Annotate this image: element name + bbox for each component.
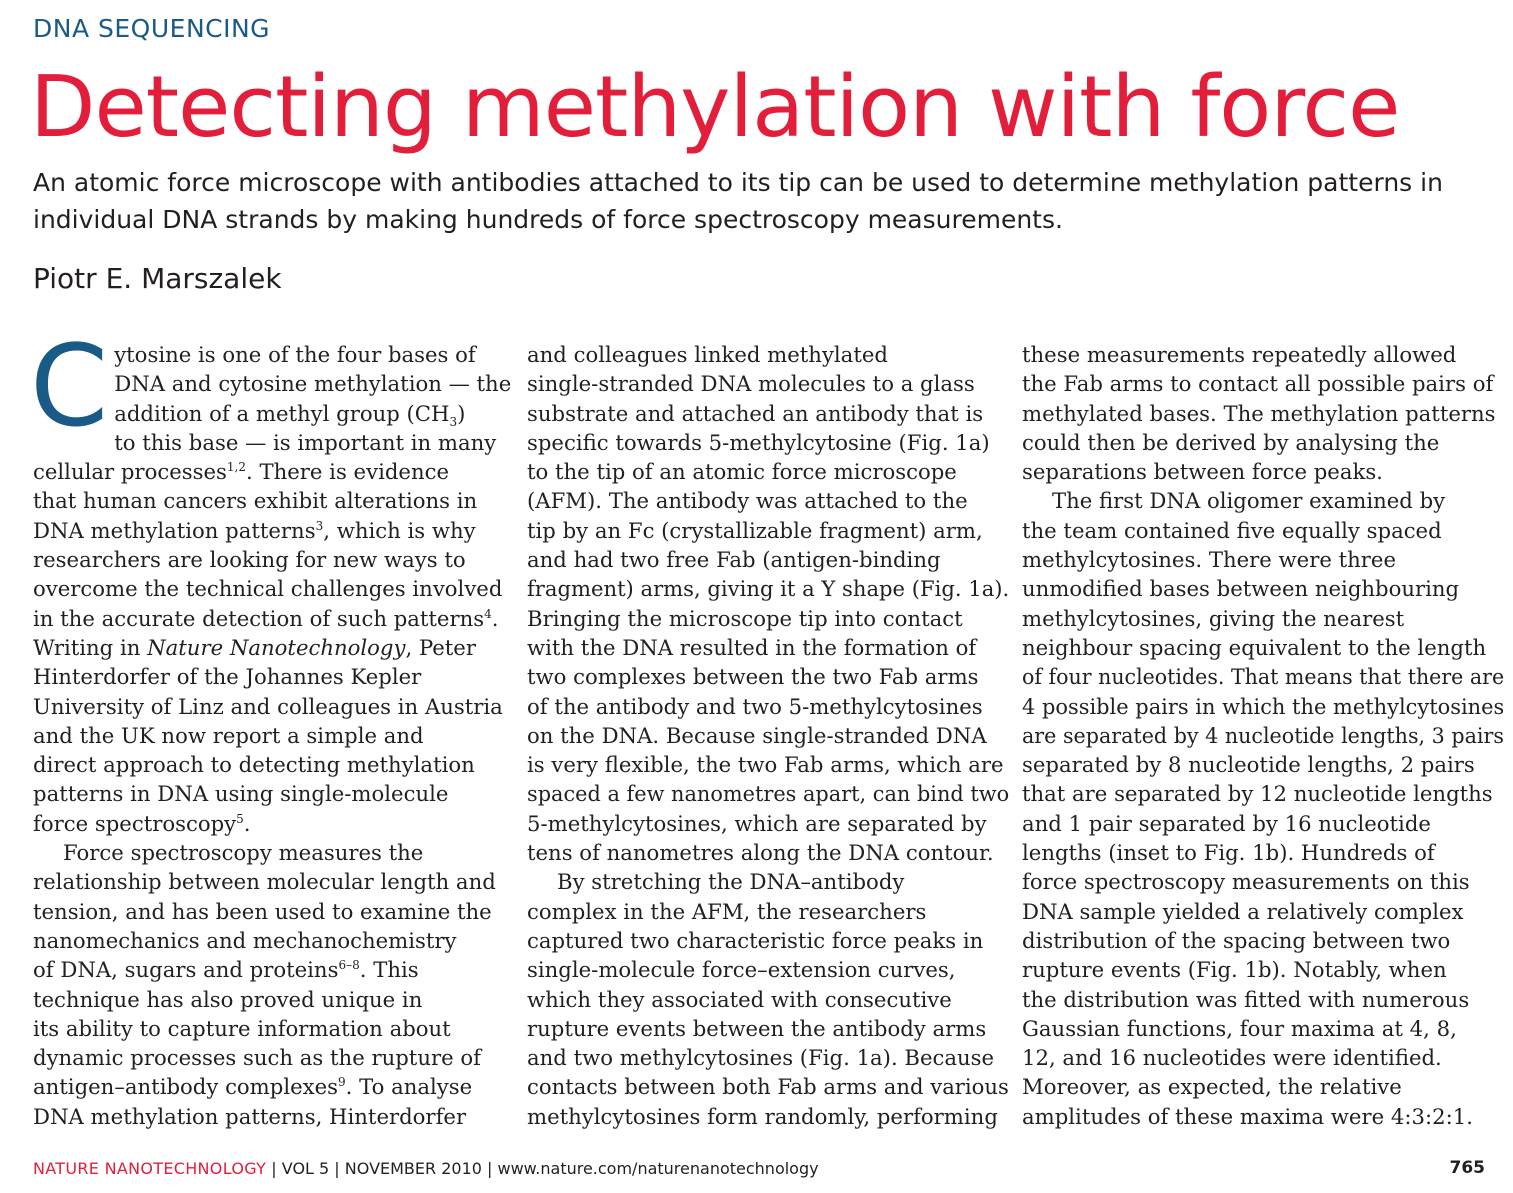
text-fragment: in the accurate detection of such patterns — [33, 605, 485, 631]
text-line: Gaussian functions, four maxima at 4, 8, — [1022, 1015, 1457, 1041]
text-line: patterns in DNA using single-molecule — [33, 781, 449, 807]
text-line: rupture events between the antibody arms — [527, 1015, 987, 1041]
text-line: which they associated with consecutive — [527, 986, 952, 1012]
text-fragment: force spectroscopy — [33, 810, 237, 836]
text-line: and the UK now report a simple and — [33, 722, 424, 748]
text-line — [33, 516, 503, 545]
text-line: separations between force peaks. — [1022, 459, 1383, 485]
text-line: Hinterdorfer of the Johannes Kepler — [33, 664, 422, 690]
text-fragment: , Peter — [405, 634, 476, 660]
text-line: University of Linz and colleagues in Austria — [33, 693, 503, 719]
text-line: separated by 8 nucleotide lengths, 2 pairs — [1022, 752, 1475, 778]
citation-ref: 4 — [484, 606, 492, 621]
section-label: DNA SEQUENCING — [33, 14, 271, 43]
page-footer — [33, 1159, 819, 1178]
text-line: single-stranded DNA molecules to a glass — [527, 371, 975, 397]
text-fragment: of DNA, sugars and proteins — [33, 957, 339, 983]
text-line: methylated bases. The methylation patterns — [1022, 400, 1496, 426]
text-line: Moreover, as expected, the relative — [1022, 1074, 1402, 1100]
text-line: DNA and cytosine methylation — the — [114, 371, 512, 397]
body-column-2 — [527, 340, 1010, 1131]
text-line: 4 possible pairs in which the methylcytosines — [1022, 693, 1505, 719]
text-line: and two methylcytosines (Fig. 1a). Because — [527, 1045, 995, 1071]
text-line: specific towards 5-methylcytosine (Fig. 1a) — [527, 429, 990, 455]
footer-journal-name: NATURE NANOTECHNOLOGY — [33, 1159, 267, 1178]
journal-name: Nature Nanotechnology — [147, 634, 406, 660]
text-line: researchers are looking for new ways to — [33, 547, 466, 573]
body-column-3 — [1022, 340, 1505, 1131]
text-line: (AFM). The antibody was attached to the — [527, 488, 968, 514]
article-headline: Detecting methylation with force — [30, 58, 1400, 157]
text-line — [33, 633, 503, 662]
text-fragment: Writing in — [33, 634, 148, 660]
text-fragment: . — [491, 605, 499, 631]
subscript: 3 — [449, 414, 458, 429]
text-line: the Fab arms to contact all possible pairs of — [1022, 371, 1494, 397]
text-line: 5-methylcytosines, which are separated by — [527, 810, 987, 836]
page-number: 765 — [1449, 1158, 1485, 1178]
text-line: ytosine is one of the four bases of — [114, 342, 476, 367]
text-line: unmodified bases between neighbouring — [1022, 576, 1460, 602]
text-fragment: . This — [359, 957, 419, 983]
text-line: dynamic processes such as the rupture of — [33, 1045, 481, 1071]
text-line: and had two free Fab (antigen-binding — [527, 547, 941, 573]
text-fragment: DNA methylation patterns — [33, 517, 316, 543]
text-line: force spectroscopy measurements on this — [1022, 869, 1470, 895]
text-fragment: cellular processes — [33, 459, 227, 485]
text-line: and colleagues linked methylated — [527, 342, 888, 367]
text-line: lengths (inset to Fig. 1b). Hundreds of — [1022, 840, 1435, 866]
footer-details: | VOL 5 | NOVEMBER 2010 | www.nature.com/naturenanotechnology — [266, 1159, 819, 1178]
text-line: tip by an Fc (crystallizable fragment) arm, — [527, 517, 983, 543]
text-line: DNA sample yielded a relatively complex — [1022, 898, 1464, 924]
text-line — [33, 955, 503, 984]
text-line: to the tip of an atomic force microscope — [527, 459, 957, 485]
text-line: Bringing the microscope tip into contact — [527, 605, 963, 631]
text-line: that human cancers exhibit alterations in — [33, 488, 478, 514]
text-line: captured two characteristic force peaks in — [527, 927, 984, 953]
text-line: Force spectroscopy measures the — [63, 840, 424, 866]
text-line: of the antibody and two 5-methylcytosines — [527, 693, 983, 719]
text-line: methylcytosines. There were three — [1022, 547, 1396, 573]
text-line: neighbour spacing equivalent to the length — [1022, 634, 1487, 660]
text-line: methylcytosines, giving the nearest — [1022, 605, 1405, 631]
text-line: substrate and attached an antibody that is — [527, 400, 984, 426]
citation-ref: 5 — [236, 811, 244, 826]
text-line: direct approach to detecting methylation — [33, 752, 475, 778]
text-line: that are separated by 12 nucleotide lengths — [1022, 781, 1493, 807]
drop-cap: C — [30, 322, 109, 452]
text-line: its ability to capture information about — [33, 1015, 451, 1041]
text-line: could then be derived by analysing the — [1022, 429, 1440, 455]
text-line: nanomechanics and mechanochemistry — [33, 927, 457, 953]
citation-ref: 3 — [315, 518, 324, 533]
text-fragment: , which is why — [323, 517, 476, 543]
text-fragment: . To analyse — [345, 1074, 473, 1100]
text-line: spaced a few nanometres apart, can bind two — [527, 781, 1010, 807]
author-byline: Piotr E. Marszalek — [33, 262, 282, 295]
body-column-1 — [30, 322, 512, 1131]
text-line: DNA methylation patterns, Hinterdorfer — [33, 1103, 467, 1129]
text-line: 12, and 16 nucleotides were identified. — [1022, 1045, 1442, 1071]
text-line: the team contained five equally spaced — [1022, 517, 1442, 543]
text-line: The first DNA oligomer examined by — [1052, 488, 1446, 514]
text-line: to this base — is important in many — [114, 429, 497, 455]
text-line: relationship between molecular length and — [33, 869, 496, 895]
citation-ref: 9 — [338, 1075, 346, 1090]
text-line: on the DNA. Because single-stranded DNA — [527, 722, 987, 748]
text-line: amplitudes of these maxima were 4:3:2:1. — [1022, 1103, 1473, 1129]
text-line: overcome the technical challenges involved — [33, 576, 503, 602]
text-line: contacts between both Fab arms and various — [527, 1074, 1009, 1100]
text-line — [33, 604, 503, 633]
text-line: tension, and has been used to examine the — [33, 898, 492, 924]
text-line — [33, 809, 503, 838]
citation-ref: 6–8 — [338, 958, 360, 973]
text-fragment: . — [243, 810, 251, 836]
text-line: with the DNA resulted in the formation of — [527, 634, 977, 660]
text-line: single-molecule force–extension curves, — [527, 957, 956, 983]
text-fragment: . There is evidence — [245, 459, 449, 485]
text-line: methylcytosines form randomly, performing — [527, 1103, 998, 1129]
article-standfirst: An atomic force microscope with antibodies attached to its tip can be used to determine methylation patterns in individual DNA strands by making hundreds of force spectroscopy measurements. — [33, 168, 1443, 234]
text-line — [33, 1072, 503, 1101]
text-line: of four nucleotides. That means that there are — [1022, 664, 1505, 690]
text-line: tens of nanometres along the DNA contour. — [527, 840, 994, 866]
text-line — [33, 457, 503, 486]
text-line: complex in the AFM, the researchers — [527, 898, 927, 924]
text-line: fragment) arms, giving it a Y shape (Fig. 1a). — [527, 576, 1010, 602]
text-line: are separated by 4 nucleotide lengths, 3 pairs — [1022, 722, 1504, 748]
text-fragment: ) — [457, 400, 466, 426]
text-line: is very flexible, the two Fab arms, which are — [527, 752, 1004, 778]
text-fragment: antigen–antibody complexes — [33, 1074, 339, 1100]
text-line: two complexes between the two Fab arms — [527, 664, 979, 690]
text-line: these measurements repeatedly allowed — [1022, 342, 1457, 367]
text-line: By stretching the DNA–antibody — [557, 869, 905, 895]
text-line: distribution of the spacing between two — [1022, 927, 1451, 953]
text-line: technique has also proved unique in — [33, 986, 423, 1012]
citation-ref: 1,2 — [226, 460, 246, 475]
text-line: the distribution was fitted with numerous — [1022, 986, 1470, 1012]
text-line: and 1 pair separated by 16 nucleotide — [1022, 810, 1431, 836]
text-fragment: addition of a methyl group (CH — [114, 400, 450, 426]
text-line: rupture events (Fig. 1b). Notably, when — [1022, 957, 1447, 983]
